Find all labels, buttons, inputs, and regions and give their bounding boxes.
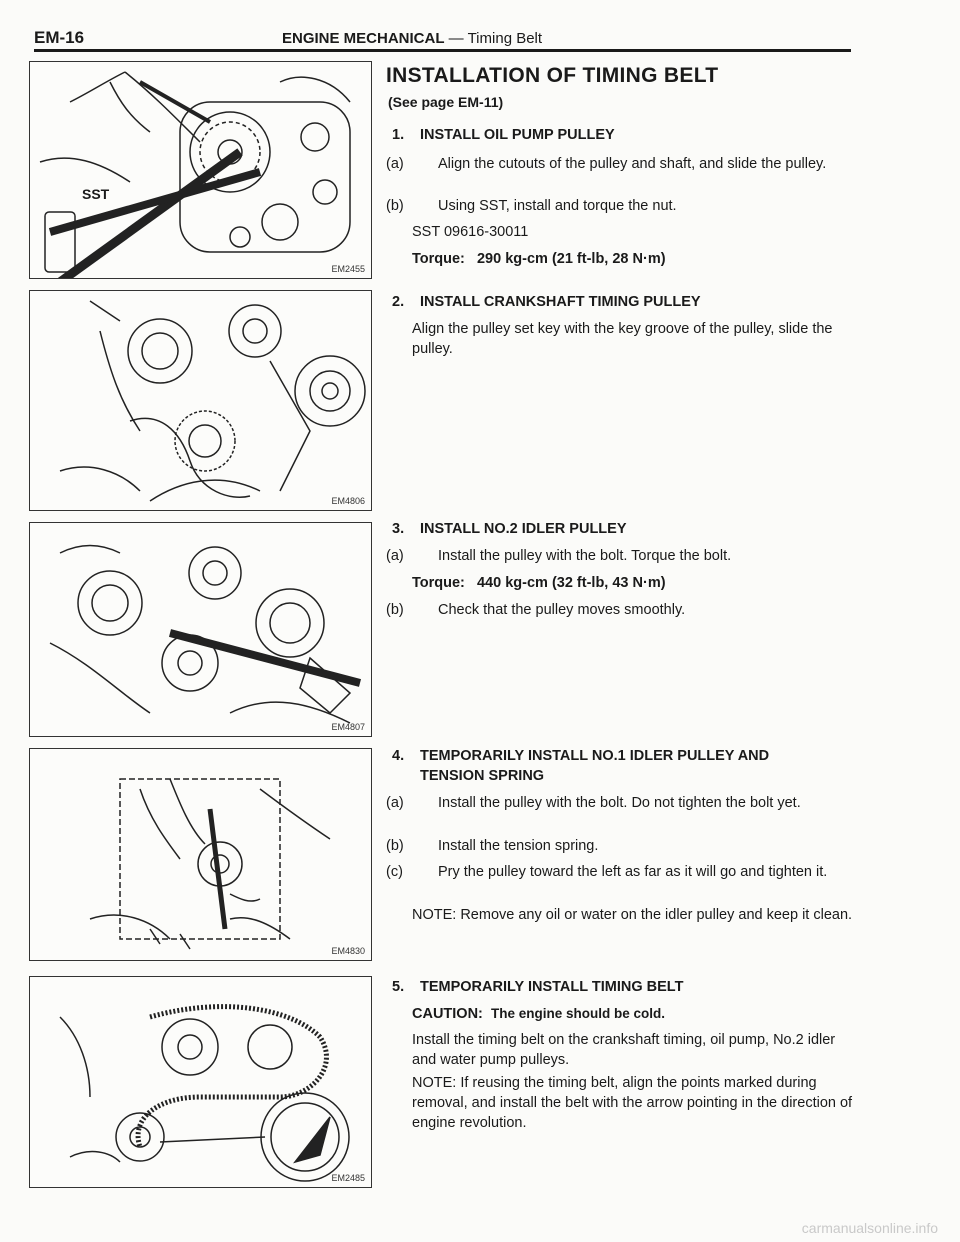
page-reference: (See page EM-11): [388, 94, 504, 110]
step-1b: (b) Using SST, install and torque the nut.: [386, 198, 677, 214]
step-4-heading-cont: TENSION SPRING: [420, 768, 545, 784]
step-5-note: NOTE: If reusing the timing belt, align the points marked during removal, and install the belt with the arrow pointing in the direction of engine revolution.: [412, 1075, 853, 1131]
step-5-caution: CAUTION: The engine should be cold.: [412, 1006, 665, 1022]
figure-crankshaft-pulley: [29, 290, 372, 511]
step-3a: (a) Install the pulley with the bolt. Torque the bolt.: [386, 548, 732, 564]
oil-pump-pulley-illustration: [30, 62, 371, 278]
step-5-heading: 5. TEMPORARILY INSTALL TIMING BELT: [392, 979, 684, 995]
step-2-heading: 2. INSTALL CRANKSHAFT TIMING PULLEY: [392, 294, 701, 310]
step-1-torque: Torque: 290 kg-cm (21 ft-lb, 28 N·m): [412, 251, 666, 267]
step-3b: (b) Check that the pulley moves smoothly.: [386, 602, 686, 618]
step-5-text: Install the timing belt on the crankshaft timing, oil pump, No.2 idler and water pump pulleys.: [412, 1032, 836, 1068]
step-4a: (a) Install the pulley with the bolt. Do not tighten the bolt yet.: [386, 795, 801, 811]
step-4c: (c) Pry the pulley toward the left as far as it will go and tighten it.: [386, 864, 828, 880]
page-title: INSTALLATION OF TIMING BELT: [386, 64, 719, 87]
step-2-text: Align the pulley set key with the key groove of the pulley, slide the pulley.: [412, 321, 833, 357]
section-title-main: ENGINE MECHANICAL: [282, 30, 445, 47]
header-rule: [34, 49, 851, 52]
figure-code: EM4807: [331, 722, 365, 732]
timing-belt-illustration: [30, 977, 371, 1187]
step-3-heading: 3. INSTALL NO.2 IDLER PULLEY: [392, 521, 627, 537]
step-4-heading: 4. TEMPORARILY INSTALL NO.1 IDLER PULLEY AND: [392, 748, 770, 764]
sst-callout: SST: [82, 186, 110, 202]
figure-no2-idler-pulley: [29, 522, 372, 737]
page-header: [34, 24, 850, 52]
crankshaft-pulley-illustration: [30, 291, 371, 510]
no1-idler-pulley-illustration: [30, 749, 371, 960]
figure-code: EM2485: [331, 1173, 365, 1183]
figure-code: EM4830: [331, 946, 365, 956]
figure-no1-idler-pulley: [29, 748, 372, 961]
step-3-torque: Torque: 440 kg-cm (32 ft-lb, 43 N·m): [412, 575, 666, 591]
watermark: carmanualsonline.info: [801, 1220, 938, 1236]
section-title: [282, 30, 542, 47]
step-4-note: NOTE: Remove any oil or water on the idler pulley and keep it clean.: [412, 907, 853, 923]
figure-code: EM4806: [331, 496, 365, 506]
step-1a: (a) Align the cutouts of the pulley and shaft, and slide the pulley.: [386, 156, 827, 172]
page-id: EM-16: [34, 28, 85, 47]
section-title-sub: — Timing Belt: [444, 30, 543, 47]
figure-oil-pump-pulley: [29, 61, 372, 279]
no2-idler-pulley-illustration: [30, 523, 371, 736]
figure-timing-belt: [29, 976, 372, 1188]
step-4b: (b) Install the tension spring.: [386, 838, 599, 854]
step-1-heading: 1. INSTALL OIL PUMP PULLEY: [392, 127, 615, 143]
sst-number: SST 09616-30011: [412, 224, 529, 240]
figure-code: EM2455: [331, 264, 365, 274]
